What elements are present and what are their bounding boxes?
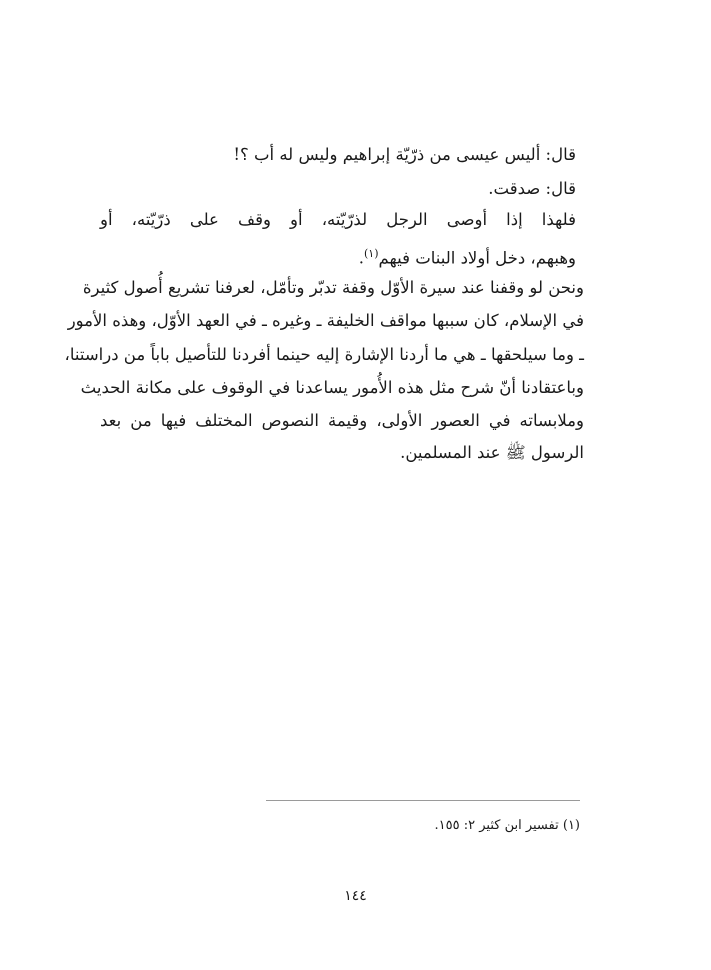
text-line: قال: أليس عيسى من ذرّيّة إبراهيم وليس له أب ؟! (233, 145, 576, 164)
text-line: ـ وما سيلحقها ـ هي ما أردنا الإشارة إليه حينما أفردنا للتأصيل باباً من دراستنا، (64, 345, 584, 364)
text-line: وباعتقادنا أنّ شرح مثل هذه الأُمور يساعدنا في الوقوف على مكانة الحديث (80, 378, 584, 397)
text-line: فلهذا إذا أوصى الرجل لذرّيّته، أو وقف على ذرّيّته، أو (100, 210, 576, 229)
footnote-separator (266, 800, 580, 801)
text-line: في الإسلام، كان سببها مواقف الخليفة ـ وغيره ـ في العهد الأوّل، وهذه الأمور (67, 311, 584, 330)
page-number: ١٤٤ (344, 888, 367, 904)
text-line: الرسول ﷺ عند المسلمين. (400, 443, 584, 462)
footnote-reference: (١) (364, 247, 379, 260)
text-line: وملابساته في العصور الأولى، وقيمة النصوص المختلف فيها من بعد (100, 411, 584, 430)
text-line: قال: صدقت. (488, 179, 576, 198)
footnote: (١) تفسير ابن كثير ٢: ١٥٥. (434, 818, 580, 833)
text-line (359, 239, 576, 274)
line-end-period: . (358, 248, 364, 268)
text-line: ونحن لو وقفنا عند سيرة الأوّل وقفة تدبّر وتأمّل، لعرفنا تشريع أُصول كثيرة (82, 278, 584, 297)
text-line-body: وهبهم، دخل أولاد البنات فيهم (378, 248, 576, 268)
